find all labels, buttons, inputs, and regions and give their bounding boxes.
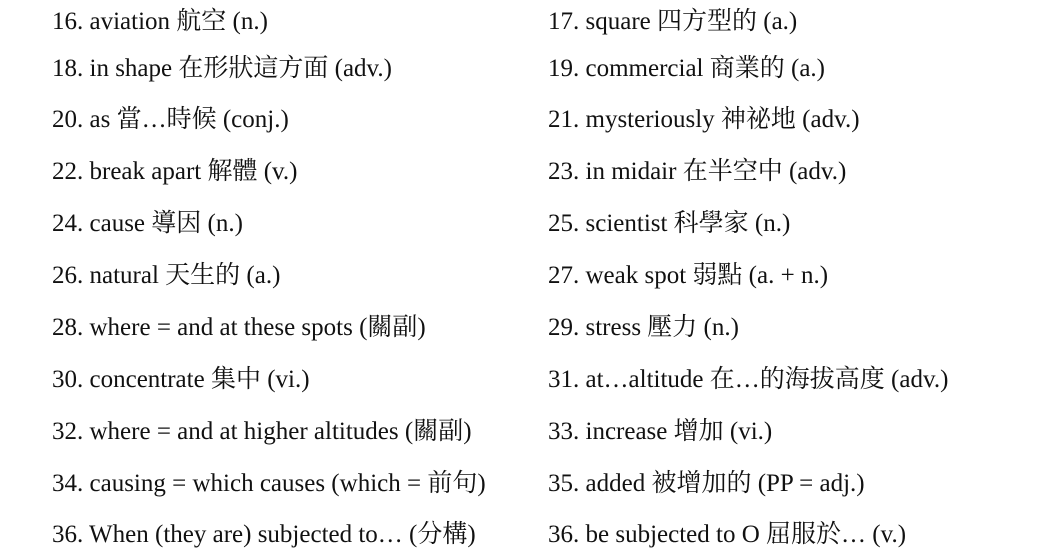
vocab-entry-32: 32. where = and at higher altitudes (關副) (52, 418, 472, 445)
vocab-entry-17: 17. square 四方型的 (a.) (548, 8, 798, 35)
vocab-entry-33: 33. increase 增加 (vi.) (548, 418, 773, 445)
vocab-entry-24: 24. cause 導因 (n.) (52, 210, 243, 237)
vocab-entry-30: 30. concentrate 集中 (vi.) (52, 366, 310, 393)
vocab-entry-18: 18. in shape 在形狀這方面 (adv.) (52, 55, 392, 82)
vocab-entry-36a: 36. When (they are) subjected to… (分構) (52, 521, 476, 548)
vocab-entry-26: 26. natural 天生的 (a.) (52, 262, 281, 289)
vocab-entry-34: 34. causing = which causes (which = 前句) (52, 470, 486, 497)
vocab-entry-23: 23. in midair 在半空中 (adv.) (548, 158, 847, 185)
vocab-entry-31: 31. at…altitude 在…的海拔高度 (adv.) (548, 366, 949, 393)
vocab-entry-25: 25. scientist 科學家 (n.) (548, 210, 791, 237)
vocab-entry-28: 28. where = and at these spots (關副) (52, 314, 426, 341)
vocab-entry-16: 16. aviation 航空 (n.) (52, 8, 268, 35)
vocab-entry-29: 29. stress 壓力 (n.) (548, 314, 739, 341)
vocab-entry-19: 19. commercial 商業的 (a.) (548, 55, 825, 82)
vocab-entry-21: 21. mysteriously 神祕地 (adv.) (548, 106, 860, 133)
vocab-entry-35: 35. added 被增加的 (PP = adj.) (548, 470, 865, 497)
vocab-entry-20: 20. as 當…時候 (conj.) (52, 106, 289, 133)
vocab-entry-22: 22. break apart 解體 (v.) (52, 158, 298, 185)
vocab-entry-36b: 36. be subjected to O 屈服於… (v.) (548, 521, 907, 548)
vocab-entry-27: 27. weak spot 弱點 (a. + n.) (548, 262, 829, 289)
